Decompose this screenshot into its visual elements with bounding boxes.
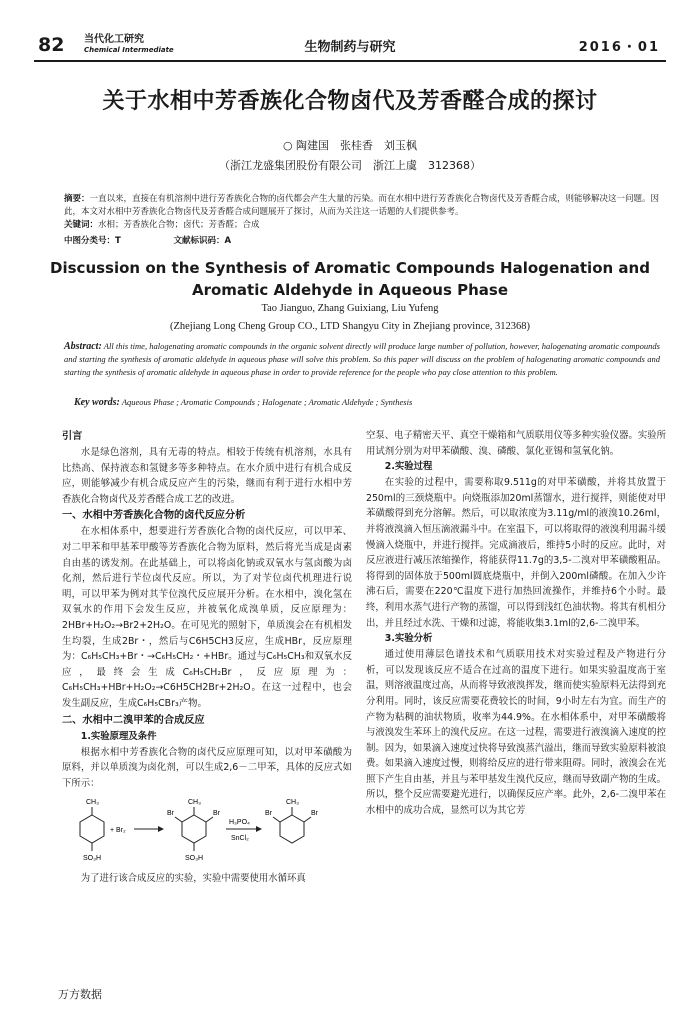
reactant-molecule: [80, 799, 104, 862]
product-molecule: [265, 799, 319, 843]
intro-heading: 引言: [62, 431, 83, 442]
procedure-paragraph: 在实验的过程中，需要称取9.511g的对甲苯磺酸，并将其放置于250ml的三颈烧瓶中。向烧瓶添加20ml蒸馏水，进行搅拌，则能使对甲苯磺酸得到充分溶解。然后，可以取浓度为3.11g/ml的液溴10.26ml，并将液溴滴入恒压滴液漏斗中。在室温下，可以将取得的液溴利用漏斗缓慢滴入烧瓶中，并进行搅拌。完成滴液后，维持5小时的反应。此时，对反应液进行减压浓缩操作，将能获得11.7g的3,5-二溴对甲苯磺酸粗品。将得到的固体放于500ml圆底烧瓶中，并倒入200ml磷酸。在加入少许沸石后，需要在220℃温度下进行加热回流操作，并维持6个小时。最终，利用水蒸气进行产物的蒸馏，可以得到浅红色油状物。将其有机相分出，并且经过水洗、干燥和过滤，将能收集3.1ml的2,6-二溴甲苯。: [366, 477, 667, 629]
clc-value: T: [115, 236, 121, 246]
keywords-en: Aqueous Phase ; Aromatic Compounds ; Halogenate ; Aromatic Aldehyde ; Synthesis: [121, 397, 413, 407]
section-1-heading: 一、水相中芳香族化合物的卤代反应分析: [62, 510, 246, 522]
keywords-en-row: [74, 397, 412, 408]
equipment-paragraph: 空泵、电子精密天平、真空干燥箱和气质联用仪等多种实验仪器。实验所用试剂分别为对甲苯磺酸、溴、磷酸、氯化亚锡和氢氧化钠。: [366, 430, 667, 457]
abstract-en: [64, 340, 660, 379]
abstract-cn-text: 一直以来，直接在有机溶剂中进行芳香族化合物的卤代都会产生大量的污染。而在水相中进行芳香族化合物卤代及芳香醛合成，则能够解决这一问题。因此，本文对水相中芳香族化合物卤代及芳香醛合成问题展开了探讨，从而为关注这一话题的人们提供参考。: [64, 194, 660, 217]
affiliation-cn: （浙江龙盛集团股份有限公司 浙江上虞 312368）: [219, 159, 481, 172]
title-cn: 关于水相中芳香族化合物卤代及芳香醛合成的探讨: [102, 89, 598, 114]
abstract-cn-label: 摘要：: [64, 194, 90, 204]
abstract-cn: [64, 193, 660, 232]
left-column: [62, 428, 352, 887]
keywords-en-label: Key words:: [74, 397, 120, 408]
arrow-head-2: [256, 826, 262, 832]
intermediate-br-right: Br: [213, 810, 220, 818]
intermediate-br-left: Br: [167, 810, 174, 818]
reagent-tin-chloride: SnCl₂: [231, 835, 249, 843]
doc-code-value: A: [224, 236, 232, 246]
intermediate-so3h: SO₃H: [185, 855, 204, 863]
reactant-so3h: SO₃H: [83, 855, 102, 863]
product-br-right: Br: [311, 810, 318, 818]
doc-code-label: 文献标识码：: [173, 236, 225, 246]
intro-paragraph: 水是绿色溶剂，具有无毒的特点。相较于传统有机溶剂，水具有比热高、保持液态和氢键多等多种特点。在水介质中进行有机合成反应，则能够减少有机合成反应产生的污染，继而有利于进行水相中芳香族化合物卤代及芳香醛合成工艺的改进。: [62, 447, 352, 505]
subsection-procedure-heading: 2.实验过程: [384, 461, 433, 473]
abstract-en-label: Abstract:: [64, 341, 102, 352]
reagent-phosphoric-acid: H₃PO₄: [229, 819, 250, 827]
intermediate-molecule: [167, 799, 221, 862]
bromine-reagent: + Br₂: [110, 827, 126, 835]
arrow-head-1: [158, 826, 164, 832]
reaction-scheme: [66, 793, 336, 867]
product-br-left: Br: [265, 810, 272, 818]
product-ch3: CH₃: [286, 799, 299, 807]
subsection-analysis-heading: 3.实验分析: [384, 633, 433, 645]
affiliation-en: (Zhejiang Long Cheng Group CO., LTD Shangyu City in Zhejiang province, 312368): [169, 321, 531, 332]
section-2-heading: 二、水相中二溴甲苯的合成反应: [62, 714, 205, 726]
page-number: 82: [38, 34, 65, 56]
section-2-paragraph-1: 根据水相中芳香族化合物的卤代反应原理可知，以对甲苯磺酸为原料，并以单质溴为卤化剂，可以生成2,6－二甲苯，具体的反应式如下所示：: [62, 746, 352, 789]
issue-number: 2016・01: [578, 40, 660, 55]
intermediate-ch3: CH₃: [188, 799, 201, 807]
title-en: Discussion on the Synthesis of Aromatic Compounds Halogenation and Aromatic Aldehyde in Aqueous Phase: [50, 259, 650, 299]
classification-row: [64, 234, 281, 246]
journal-name-cn: 当代化工研究: [84, 34, 144, 45]
section-1-paragraph: 在水相体系中，想要进行芳香族化合物的卤代反应，可以甲苯、对二甲苯和甲基苯甲酸等芳香族化合物为原料，然后将光当成是卤素自由基的诱发剂。在此基础上，可以将卤化钠或双氧水与氢卤酸为卤化剂，然后进行苄位卤代反应。所以，为了对苄位卤代机理进行说明，可以甲苯为例对其苄位溴代反应展开分析。在水相中，溴化氢在双氧水的作用下会发生反应，并被氧化成溴单质，反应原理为：2HBr+H₂O₂→Br2+2H₂O。在可见光的照射下，单质溴会在有机相发生均裂，生成2Br・，然后与C6H5CH3反应，生成HBr，反应原理为：C₆H₅CH₃+Br・→C₆H₅CH₂・+HBr。通过与C₆H₅CH₃和双氧水反应，最终会生成C₆H₅CH₂Br，反应原理为：C₆H₅CH₃+HBr+H₂O₂→C6H5CH2Br+2H₂O。在这一过程中，也会发生副反应，生成C₆H₅CBr₃产物。: [62, 526, 352, 709]
journal-name-en: Chemical Intermediate: [84, 46, 174, 54]
footer-source: 万方数据: [58, 988, 102, 1001]
abstract-en-text: All this time, halogenating aromatic compounds in the organic solvent directly will produce large number of pollution, however, halogenating aromatic compounds and starting the synthesis of aromatic aldehyde in aqueous phase will solve this problem. So this paper will discuss on the problem of halogenating aromatic compounds and starting the synthesis of aromatic aldehyde in aqueous phase in order to provide reference for the people who pay close attention to this problem.: [64, 341, 660, 377]
header-rule: [34, 60, 666, 62]
keywords-cn: 水相；芳香族化合物；卤代；芳香醛；合成: [98, 220, 260, 230]
section-2-paragraph-2: 为了进行该合成反应的实验，实验中需要使用水循环真: [80, 873, 306, 885]
right-column: [366, 428, 666, 819]
analysis-paragraph: 通过使用薄层色谱技术和气质联用技术对实验过程及产物进行分析，可以发现该反应不适合在过高的温度下进行。如果实验温度高于室温，则溶液温度过高，从而将导致液溴挥发，继而使实验原料无法得到充分利用。同时，该反应需要花费较长的时间，9小时左右为宜。而生产的产物为粘稠的油状物质，收率为44.9%。在水相体系中，对甲苯磺酸将与液溴发生苯环上的溴代反应。在这一过程，需要进行液溴滴入速度的控制。因为，如果滴入速度过快将导致溴蒸汽溢出，继而导致实验原料被浪费。如果滴入速度过慢，则将给反应的进行带来阻碍。同时，液溴会在光照下产生自由基，并且与苯甲基发生溴代反应，继而导致副产物的生成。所以，整个反应需要避光进行，以确保反应产率。此外，2,6-二溴甲苯在水相中的成功合成，显然可以为其它芳: [366, 649, 667, 817]
clc-label: 中图分类号：: [64, 236, 116, 246]
authors-en: Tao Jianguo, Zhang Guixiang, Liu Yufeng: [261, 303, 439, 314]
reactant-ch3: CH₃: [86, 799, 99, 807]
subsection-principle-heading: 1.实验原理及条件: [80, 730, 157, 742]
authors-cn: ○ 陶建国 张桂香 刘玉枫: [282, 139, 418, 152]
section-name: 生物制药与研究: [304, 40, 396, 55]
keywords-cn-label: 关键词：: [64, 220, 99, 230]
page-header: [34, 30, 666, 64]
